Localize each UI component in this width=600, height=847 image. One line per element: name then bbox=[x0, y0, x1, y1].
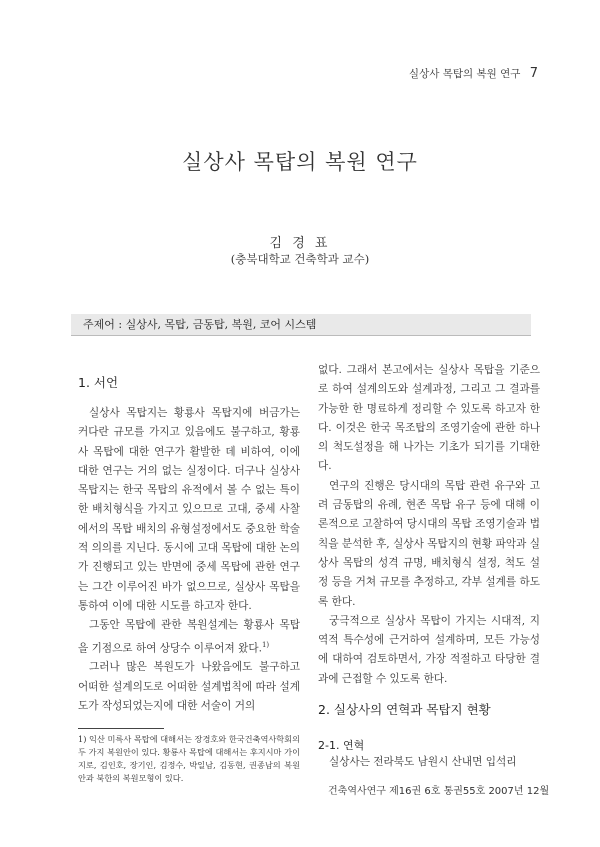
right-column bbox=[318, 361, 540, 689]
footnote: 1) 익산 미륵사 목탑에 대해서는 장경호와 한국건축역사학회의 두 가지 복원안이 있다. 황룡사 목탑에 대해서는 후지시마 가이지로, 김인호, 장기인, 김정수, 박일남, 김동현, 권종남의 복원안과 북한의 복원모형이 있다. bbox=[78, 734, 300, 783]
page-number: 7 bbox=[529, 66, 538, 81]
section-2-title: 2. 실상사의 연혁과 목탑지 현황 bbox=[318, 702, 491, 717]
section-1-title: 1. 서언 bbox=[78, 375, 119, 390]
running-title: 실상사 목탑의 복원 연구 bbox=[408, 68, 521, 80]
author-affiliation: (충북대학교 건축학과 교수) bbox=[230, 252, 370, 266]
paper-title: 실상사 목탑의 복원 연구 bbox=[182, 150, 418, 174]
running-header bbox=[409, 66, 538, 81]
section-1-paragraph-3: 그러나 많은 복원도가 나왔음에도 불구하고 어떠한 설계의도로 어떠한 설계법칙에 따라 설계도가 작성되었는지에 대한 서술이 거의 bbox=[78, 661, 300, 712]
footnote-mark: 1) bbox=[261, 640, 270, 649]
subsection-2-1-title: 2-1. 연혁 bbox=[318, 739, 365, 752]
section-1-paragraph-2 bbox=[78, 616, 300, 658]
section-1-paragraph-1: 실상사 목탑지는 황룡사 목탑지에 버금가는 커다란 규모를 가지고 있음에도 불구하고, 황룡사 목탑에 대한 연구가 활발한 데 비하여, 이에 대한 연구는 거의 없는 실정이다. 더구나 실상사 목탑지는 한국 목탑의 유적에서 볼 수 없는 특이한 배치형식을 가지고 있으므로 고대, 중세 사찰에서의 목탑 배치의 유형설정에서도 중요한 학술적 의의를 지닌다. 동시에 고대 목탑에 대한 논의가 진행되고 있는 반면에 중세 목탑에 관한 연구는 그간 이루어진 바가 없으므로, 실상사 목탑을 통하여 이에 대한 시도를 하고자 한다. bbox=[78, 407, 300, 612]
right-paragraph-2: 연구의 진행은 당시대의 목탑 관련 유구와 고려 금동탑의 유례, 현존 목탑 유구 등에 대해 이론적으로 고찰하여 당시대의 목탑 조영기술과 법칙을 분석한 후, 실상사 목탑지의 현황 파악과 실상사 목탑의 성격 규명, 배치형식 설정, 척도 설정 등을 거쳐 규모를 추정하고, 각부 설계를 하도록 한다. bbox=[318, 479, 540, 608]
author-name: 김 경 표 bbox=[269, 236, 331, 251]
section-1-paragraph-2-text: 그동안 목탑에 관한 복원설계는 황룡사 목탑을 기점으로 하여 상당수 이루어져 왔다. bbox=[78, 619, 300, 655]
left-column bbox=[78, 404, 300, 716]
section-2-first-line: 실상사는 전라북도 남원시 산내면 입석리 bbox=[329, 756, 517, 768]
journal-footer: 건축역사연구 제16권 6호 통권55호 2007년 12월 bbox=[328, 786, 550, 797]
right-paragraph-3: 궁극적으로 실상사 목탑이 가지는 시대적, 지역적 특수성에 근거하여 설계하며, 모든 가능성에 대하여 검토하면서, 가장 적절하고 타당한 결과에 근접할 수 있도록 한다. bbox=[318, 614, 540, 685]
right-paragraph-1: 없다. 그래서 본고에서는 실상사 목탑을 기준으로 하여 설계의도와 설계과정, 그리고 그 결과를 가능한 한 명료하게 정리할 수 있도록 하고자 한다. 이것은 한국 목조탑의 조영기술에 관한 하나의 척도설정을 해 나가는 기초가 되기를 기대한다. bbox=[318, 364, 540, 473]
keywords-box: 주제어 : 실상사, 목탑, 금동탑, 복원, 코어 시스템 bbox=[71, 314, 531, 336]
footnote-rule bbox=[78, 728, 164, 729]
